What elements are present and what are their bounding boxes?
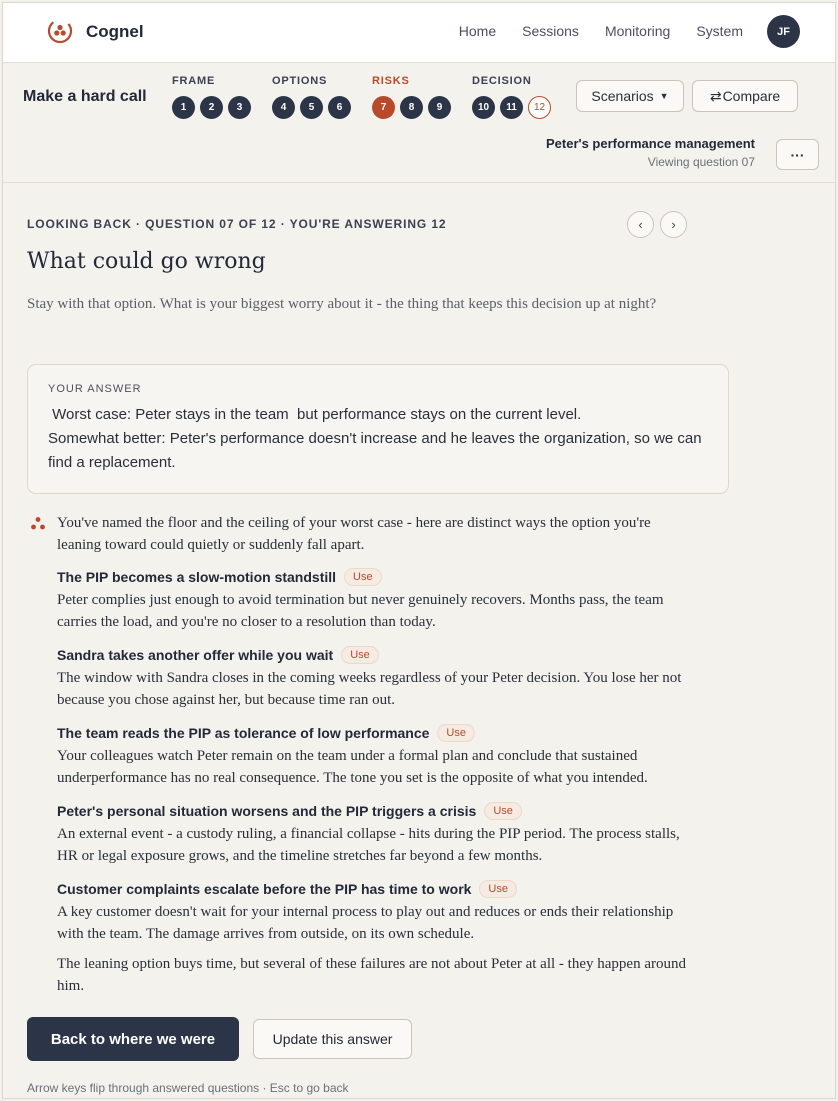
failure-mode-body: A key customer doesn't wait for your internal process to play out and reduces or ends their relationship with the team. The damage arrives from outside, on its own schedule. [57,904,674,942]
step-3[interactable]: 3 [228,96,251,119]
failure-mode-title: The PIP becomes a slow-motion standstill [57,569,337,585]
answer-label: YOUR ANSWER [48,383,142,395]
answer-line: Worst case: Peter stays in the team but performance stays on the current level. [48,406,582,423]
failure-mode-title: Peter's personal situation worsens and the PIP triggers a crisis [57,803,477,819]
failure-mode-title: The team reads the PIP as tolerance of low performance [57,725,430,741]
failure-mode-title: Customer complaints escalate before the PIP has time to work [57,881,472,897]
question-description: Stay with that option. What is your biggest worry about it - the thing that keeps this decision up at night? [27,296,657,312]
question-pager [627,211,687,238]
step-5[interactable]: 5 [300,96,323,119]
step-group-label: DECISION [472,75,532,87]
answer-card [27,364,729,494]
step-group-decision [472,75,551,119]
failure-mode-body: Your colleagues watch Peter remain on the team under a formal plan and conclude that sustained underperformance has no real consequence. The tone you set is the opposite of what you intended. [57,748,648,786]
step-6[interactable]: 6 [328,96,351,119]
brand-name: Cognel [86,22,144,41]
user-avatar[interactable]: JF [767,15,800,48]
failure-mode-title: Sandra takes another offer while you wait [57,647,334,663]
use-button[interactable]: Use [344,568,382,586]
step-10[interactable]: 10 [472,96,495,119]
compare-button[interactable] [692,80,798,112]
use-button[interactable]: Use [484,802,522,820]
assistant-outro: The leaning option buys time, but several of these failures are not about Peter at all - they happen around him. [57,956,686,994]
more-options-button[interactable] [776,139,819,170]
previous-question-button[interactable]: ‹ [627,211,654,238]
compare-label: Compare [722,88,781,104]
nav-monitoring[interactable]: Monitoring [604,23,671,39]
step-group-risks [372,75,451,119]
app-window [2,2,836,1099]
answer-line: Somewhat better: Peter's performance doesn't increase and he leaves the organization, so we can find a replacement. [48,430,706,471]
step-1[interactable]: 1 [172,96,195,119]
failure-mode-body: Peter complies just enough to avoid termination but never genuinely recovers. Months pass, the team carries the load, and you're no closer to a resolution than today. [57,592,664,630]
failure-mode-item [57,878,697,945]
session-context-title: Peter's performance management [545,136,755,151]
next-question-button[interactable]: › [660,211,687,238]
failure-mode-item [57,566,697,633]
step-11[interactable]: 11 [500,96,523,119]
question-eyebrow: LOOKING BACK · QUESTION 07 OF 12 · YOU'RE ANSWERING 12 [27,217,447,231]
assistant-intro: You've named the floor and the ceiling of your worst case - here are distinct ways the option you're leaning toward could quietly or suddenly fall apart. [57,515,651,553]
top-navigation [3,3,836,63]
failure-mode-body: An external event - a custody ruling, a financial collapse - hits during the PIP period. The process stalls, HR or legal exposure grows, and the timeline stretches far beyond a few months. [57,826,680,864]
failure-mode-item [57,800,697,867]
step-12[interactable]: 12 [528,96,551,119]
step-group-frame [172,75,251,119]
step-7[interactable]: 7 [372,96,395,119]
keyboard-hint: Arrow keys flip through answered questions · Esc to go back [27,1081,349,1095]
scenarios-label: Scenarios [591,88,654,104]
step-group-label: RISKS [372,75,410,87]
cognel-logo-icon [47,18,73,44]
failure-mode-item [57,644,697,711]
step-2[interactable]: 2 [200,96,223,119]
assistant-icon [29,515,47,533]
use-button[interactable]: Use [479,880,517,898]
step-group-label: OPTIONS [272,75,328,87]
nav-system[interactable]: System [696,23,743,39]
scenarios-dropdown[interactable] [576,80,684,112]
session-context-subtitle: Viewing question 07 [647,155,755,169]
nav-home[interactable]: Home [458,23,497,39]
failure-mode-body: The window with Sandra closes in the coming weeks regardless of your Peter decision. You lose her not because you chose against her, but because time ran out. [57,670,682,708]
back-button[interactable]: Back to where we were [27,1017,239,1061]
use-button[interactable]: Use [437,724,475,742]
progress-header [3,63,836,183]
swap-icon: ⇄ [709,87,722,104]
step-group-options [272,75,351,119]
update-answer-button[interactable]: Update this answer [253,1019,412,1059]
failure-mode-item [57,722,697,789]
main-nav [459,23,743,39]
use-button[interactable]: Use [341,646,379,664]
step-9[interactable]: 9 [428,96,451,119]
nav-sessions[interactable]: Sessions [522,23,579,39]
step-group-label: FRAME [172,75,216,87]
more-options-icon: ··· [790,146,805,163]
caret-down-icon: ▼ [659,91,669,101]
step-8[interactable]: 8 [400,96,423,119]
question-title: What could go wrong [27,249,266,274]
failure-mode-list [57,566,697,956]
tool-title: Make a hard call [23,88,147,105]
step-4[interactable]: 4 [272,96,295,119]
